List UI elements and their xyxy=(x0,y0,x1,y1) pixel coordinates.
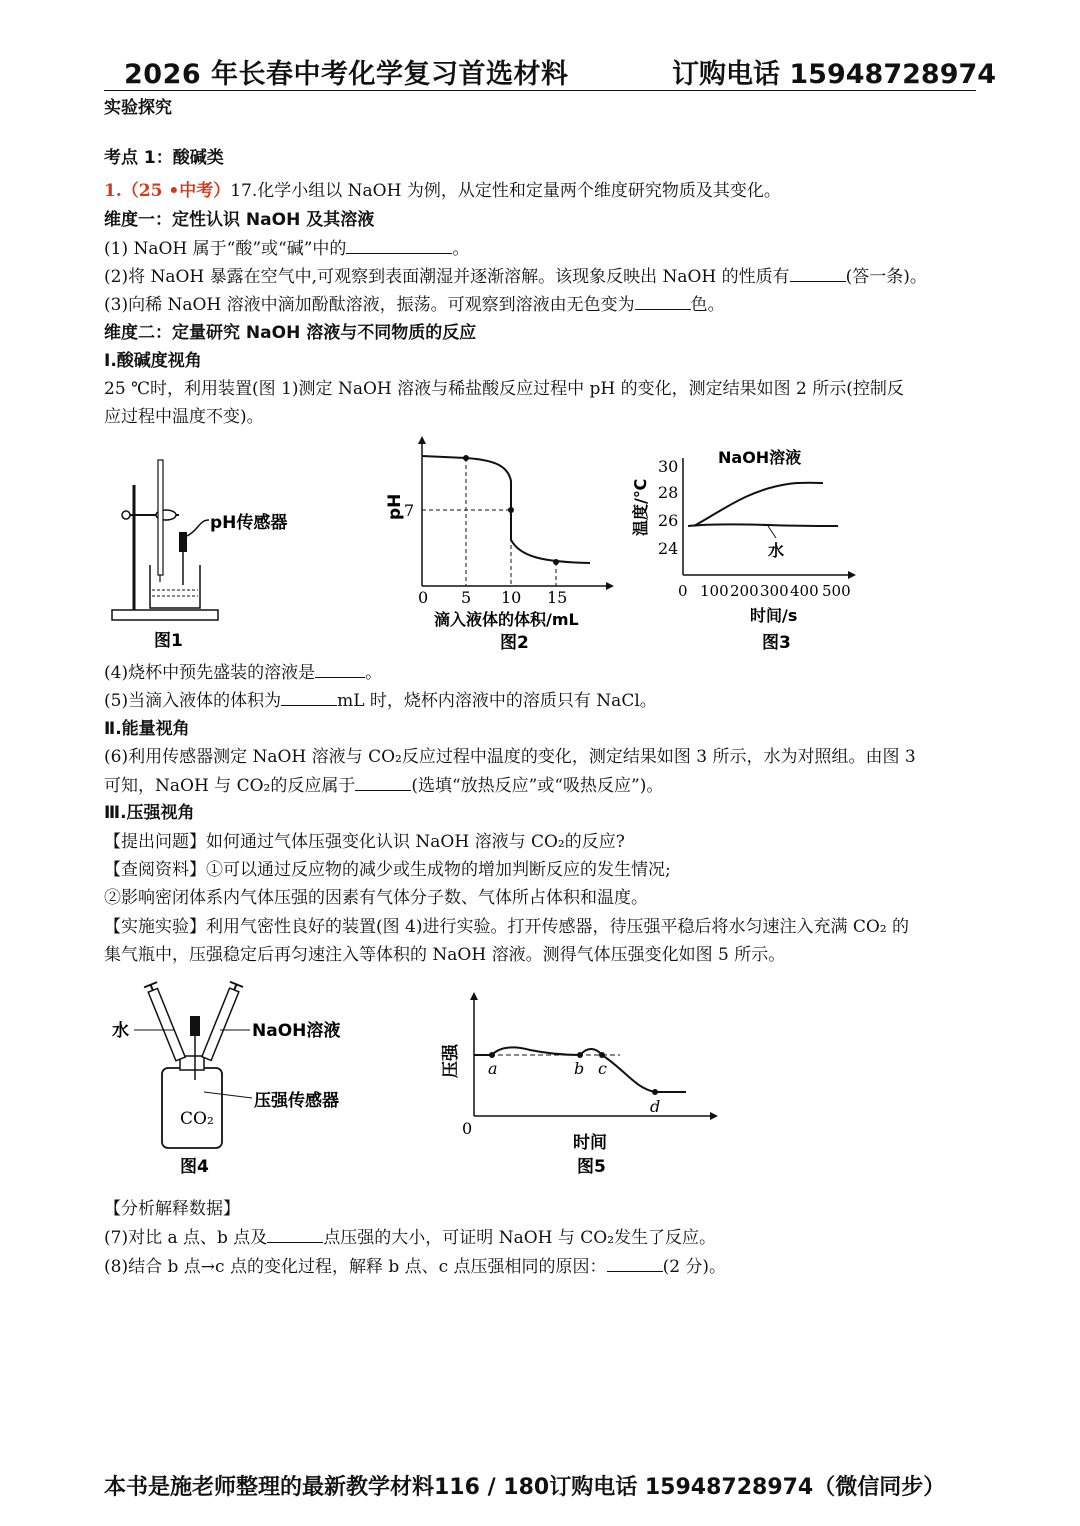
question-part-6-line-2 xyxy=(104,774,663,797)
part-6-text: 可知，NaOH 与 CO₂的反应属于 xyxy=(104,776,356,796)
point-c xyxy=(599,1052,605,1058)
part-4-end: 。 xyxy=(365,663,383,683)
figure-1-apparatus xyxy=(104,450,324,660)
question-part-7 xyxy=(104,1226,716,1249)
answer-blank-2[interactable] xyxy=(790,265,846,282)
question-part-2 xyxy=(104,265,927,288)
y-tick-24: 24 xyxy=(658,539,679,558)
question-1-stem xyxy=(104,180,781,202)
ph-sensor-label: pH传感器 xyxy=(210,513,288,533)
naoh-series-label: NaOH溶液 xyxy=(718,448,802,467)
part-1-end: 。 xyxy=(452,239,470,259)
part-7-end: 点压强的大小，可证明 NaOH 与 CO₂发生了反应。 xyxy=(323,1228,717,1248)
x-tick-400: 400 xyxy=(790,582,819,600)
figure-3-temperature-chart xyxy=(628,440,868,660)
point-d xyxy=(652,1089,658,1095)
x-tick-15: 15 xyxy=(547,588,568,607)
part-2-text: (2)将 NaOH 暴露在空气中,可观察到表面潮湿并逐渐溶解。该现象反映出 NaOH 的性质有 xyxy=(104,267,790,287)
answer-blank-8[interactable] xyxy=(607,1255,663,1272)
y-tick-28: 28 xyxy=(658,483,679,502)
answer-blank-7[interactable] xyxy=(267,1226,323,1243)
part-5-end: mL 时，烧杯内溶液中的溶质只有 NaCl。 xyxy=(337,691,657,711)
x-tick-0: 0 xyxy=(418,588,429,607)
ph-tick-7: 7 xyxy=(404,501,415,520)
point-a-label: a xyxy=(488,1059,498,1078)
page-footer: 本书是施老师整理的最新教学材料116 / 180订购电话 15948728974（微信同步） xyxy=(104,1475,946,1500)
part-8-text: (8)结合 b 点→c 点的变化过程，解释 b 点、c 点压强相同的原因： xyxy=(104,1257,607,1277)
answer-blank-1[interactable] xyxy=(346,237,452,254)
figure-2-caption: 图2 xyxy=(500,633,529,653)
x-tick-500: 500 xyxy=(822,582,851,600)
question-part-8 xyxy=(104,1255,726,1278)
x-tick-100: 100 xyxy=(700,582,729,600)
answer-blank-4[interactable] xyxy=(315,661,365,678)
question-part-6-line-1: (6)利用传感器测定 NaOH 溶液与 CO₂反应过程中温度的变化，测定结果如图 3 所示，水为对照组。由图 3 xyxy=(104,747,916,767)
water-label: 水 xyxy=(112,1021,129,1041)
figure-4-caption: 图4 xyxy=(180,1157,209,1177)
pressure-sensor-label: 压强传感器 xyxy=(254,1091,339,1111)
section-i-title: I.酸碱度视角 xyxy=(104,351,202,371)
x-tick-200: 200 xyxy=(730,582,759,600)
co2-label: CO₂ xyxy=(180,1109,214,1129)
y-tick-30: 30 xyxy=(658,457,679,476)
section-iii-title: Ⅲ.压强视角 xyxy=(104,803,195,823)
question-part-3 xyxy=(104,293,725,316)
figure-2-ph-chart xyxy=(380,436,620,656)
point-c-label: c xyxy=(598,1059,607,1078)
answer-blank-5[interactable] xyxy=(281,689,337,706)
part-7-text: (7)对比 a 点、b 点及 xyxy=(104,1228,268,1248)
water-temperature-curve xyxy=(688,524,838,526)
point-b xyxy=(577,1052,583,1058)
dimension-2-title: 维度二：定量研究 NaOH 溶液与不同物质的反应 xyxy=(104,323,477,343)
raise-question: 【提出问题】如何通过气体压强变化认识 NaOH 溶液与 CO₂的反应? xyxy=(104,832,625,852)
naoh-solution-label: NaOH溶液 xyxy=(252,1021,341,1041)
figure-5-caption: 图5 xyxy=(577,1157,606,1177)
section-title: 实验探究 xyxy=(104,98,172,118)
topic-title: 考点 1：酸碱类 xyxy=(104,148,224,168)
intro-line-2: 应过程中温度不变)。 xyxy=(104,407,264,427)
x-axis-label: 滴入液体的体积/mL xyxy=(434,610,579,629)
part-5-text: (5)当滴入液体的体积为 xyxy=(104,691,282,711)
ph-axis-label: pH xyxy=(385,493,405,520)
naoh-temperature-curve xyxy=(694,483,823,526)
point-b-label: b xyxy=(574,1059,585,1078)
header-phone: 订购电话 15948728974 xyxy=(672,59,997,90)
x-tick-300: 300 xyxy=(760,582,789,600)
question-part-5 xyxy=(104,689,657,712)
part-4-text: (4)烧杯中预先盛装的溶液是 xyxy=(104,663,316,683)
question-part-4 xyxy=(104,661,382,684)
origin-label: 0 xyxy=(462,1119,473,1138)
header-title: 2026 年长春中考化学复习首选材料 xyxy=(124,59,569,90)
reference-1: 【查阅资料】①可以通过反应物的减少或生成物的增加判断反应的发生情况; xyxy=(104,860,671,880)
question-tag: 1.（25 •中考） xyxy=(104,181,231,201)
x-tick-10: 10 xyxy=(501,588,522,607)
analysis-title: 【分析解释数据】 xyxy=(104,1199,240,1219)
part-3-end: 色。 xyxy=(690,295,725,315)
question-stem: 17.化学小组以 NaOH 为例，从定性和定量两个维度研究物质及其变化。 xyxy=(230,181,781,201)
water-series-label: 水 xyxy=(768,541,785,560)
figure-3-caption: 图3 xyxy=(762,633,791,653)
y-tick-26: 26 xyxy=(658,511,679,530)
figure-1-caption: 图1 xyxy=(154,631,183,651)
intro-line-1: 25 ℃时，利用装置(图 1)测定 NaOH 溶液与稀盐酸反应过程中 pH 的变化，测定结果如图 2 所示(控制反 xyxy=(104,379,904,399)
figure-5-pressure-chart xyxy=(430,988,730,1178)
reference-2: ②影响密闭体系内气体压强的因素有气体分子数、气体所占体积和温度。 xyxy=(104,888,648,908)
answer-blank-3[interactable] xyxy=(635,293,691,310)
question-part-1 xyxy=(104,237,469,260)
time-axis-label: 时间/s xyxy=(750,606,798,625)
point-a xyxy=(489,1052,495,1058)
point-d-label: d xyxy=(650,1097,661,1116)
answer-blank-6[interactable] xyxy=(355,774,411,791)
dimension-1-title: 维度一：定性认识 NaOH 及其溶液 xyxy=(104,210,375,230)
temperature-axis-label: 温度/℃ xyxy=(631,478,650,536)
part-1-text: (1) NaOH 属于“酸”或“碱”中的 xyxy=(104,239,347,259)
part-8-end: (2 分)。 xyxy=(662,1257,727,1277)
figure-4-apparatus xyxy=(104,980,384,1180)
part-6-end: (选填“放热反应”或“吸热反应”)。 xyxy=(411,776,664,796)
experiment-line-2: 集气瓶中，压强稳定后再匀速注入等体积的 NaOH 溶液。测得气体压强变化如图 5 所示。 xyxy=(104,945,786,965)
experiment-line-1: 【实施实验】利用气密性良好的装置(图 4)进行实验。打开传感器，待压强平稳后将水匀速注入充满 CO₂ 的 xyxy=(104,917,910,937)
part-3-text: (3)向稀 NaOH 溶液中滴加酚酞溶液，振荡。可观察到溶液由无色变为 xyxy=(104,295,635,315)
x-tick-5: 5 xyxy=(461,588,472,607)
pressure-axis-label: 压强 xyxy=(441,1044,461,1078)
section-ii-title: Ⅱ.能量视角 xyxy=(104,719,190,739)
x-tick-0: 0 xyxy=(678,582,688,600)
header-divider xyxy=(104,90,976,91)
time-axis-label: 时间 xyxy=(573,1133,607,1153)
part-2-end: (答一条)。 xyxy=(845,267,927,287)
